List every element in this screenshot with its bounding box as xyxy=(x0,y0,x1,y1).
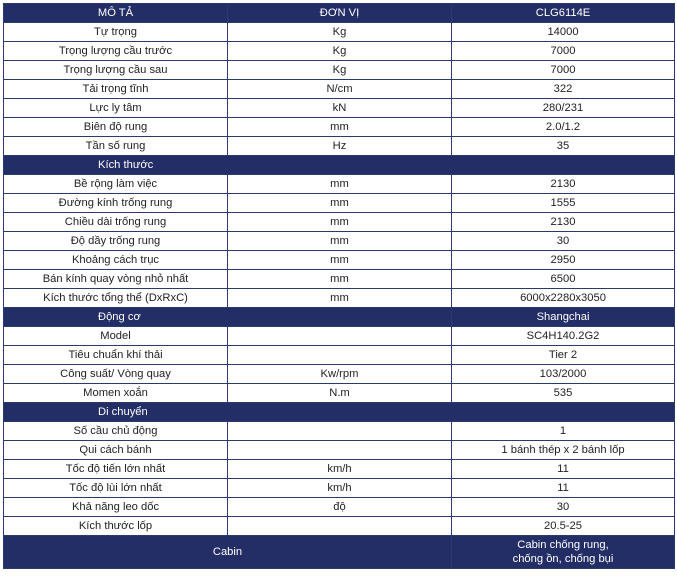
row-value: 1 bánh thép x 2 bánh lốp xyxy=(452,441,675,460)
table-row xyxy=(4,441,675,460)
row-unit: kN xyxy=(228,99,452,118)
row-value: 2950 xyxy=(452,251,675,270)
row-unit: Kg xyxy=(228,61,452,80)
row-unit: Hz xyxy=(228,137,452,156)
row-value: 20.5-25 xyxy=(452,517,675,536)
row-value: SC4H140.2G2 xyxy=(452,327,675,346)
row-unit: mm xyxy=(228,194,452,213)
row-unit: km/h xyxy=(228,460,452,479)
row-unit: mm xyxy=(228,232,452,251)
row-value: 6000x2280x3050 xyxy=(452,289,675,308)
table-row xyxy=(4,99,675,118)
row-label: Biên độ rung xyxy=(4,118,228,137)
table-row xyxy=(4,422,675,441)
row-unit xyxy=(228,327,452,346)
row-label: Chiều dài trống rung xyxy=(4,213,228,232)
row-unit xyxy=(228,422,452,441)
row-unit: mm xyxy=(228,289,452,308)
row-value: 30 xyxy=(452,498,675,517)
row-label: Tải trọng tĩnh xyxy=(4,80,228,99)
row-value: 14000 xyxy=(452,23,675,42)
table-row xyxy=(4,365,675,384)
row-label: Khả năng leo dốc xyxy=(4,498,228,517)
row-value: 11 xyxy=(452,479,675,498)
row-unit: N/cm xyxy=(228,80,452,99)
table-row xyxy=(4,23,675,42)
row-unit: độ xyxy=(228,498,452,517)
row-label: Bán kính quay vòng nhỏ nhất xyxy=(4,270,228,289)
table-row xyxy=(4,270,675,289)
row-value: 103/2000 xyxy=(452,365,675,384)
row-unit xyxy=(228,441,452,460)
row-unit: mm xyxy=(228,270,452,289)
row-unit: mm xyxy=(228,213,452,232)
row-unit: Kw/rpm xyxy=(228,365,452,384)
row-value: 2130 xyxy=(452,175,675,194)
row-unit: N.m xyxy=(228,384,452,403)
row-label: Model xyxy=(4,327,228,346)
table-row xyxy=(4,118,675,137)
row-label: Độ dầy trống rung xyxy=(4,232,228,251)
row-label: Trọng lượng cầu sau xyxy=(4,61,228,80)
row-unit: Kg xyxy=(228,42,452,61)
row-label: Lực ly tâm xyxy=(4,99,228,118)
section-title: Kích thước xyxy=(4,156,675,175)
cabin-label: Cabin xyxy=(4,536,452,569)
row-label: Kích thước tổng thể (DxRxC) xyxy=(4,289,228,308)
row-unit xyxy=(228,517,452,536)
table-row xyxy=(4,384,675,403)
table-row xyxy=(4,80,675,99)
row-value: 2.0/1.2 xyxy=(452,118,675,137)
row-label: Tự trọng xyxy=(4,23,228,42)
table-row xyxy=(4,327,675,346)
row-label: Qui cách bánh xyxy=(4,441,228,460)
table-row xyxy=(4,194,675,213)
row-label: Khoảng cách trục xyxy=(4,251,228,270)
row-label: Tần số rung xyxy=(4,137,228,156)
cabin-row xyxy=(4,536,675,569)
row-value: 280/231 xyxy=(452,99,675,118)
table-row xyxy=(4,479,675,498)
row-unit xyxy=(228,346,452,365)
row-value: 11 xyxy=(452,460,675,479)
cabin-value xyxy=(452,536,675,569)
row-unit: Kg xyxy=(228,23,452,42)
section-title: Động cơ xyxy=(4,308,452,327)
cabin-value-line1: Cabin chống rung, xyxy=(517,539,609,551)
row-label: Kích thước lốp xyxy=(4,517,228,536)
table-row xyxy=(4,61,675,80)
row-label: Tốc độ lùi lớn nhất xyxy=(4,479,228,498)
row-label: Tốc độ tiến lớn nhất xyxy=(4,460,228,479)
row-label: Bề rộng làm việc xyxy=(4,175,228,194)
header-unit: ĐƠN VỊ xyxy=(228,4,452,23)
row-value: 35 xyxy=(452,137,675,156)
row-unit: mm xyxy=(228,251,452,270)
row-value: 30 xyxy=(452,232,675,251)
header-description: MÔ TẢ xyxy=(4,4,228,23)
section-row-di-chuyen xyxy=(4,403,675,422)
table-row xyxy=(4,346,675,365)
row-value: 7000 xyxy=(452,42,675,61)
section-row-kich-thuoc xyxy=(4,156,675,175)
row-value: 1555 xyxy=(452,194,675,213)
section-row-dong-co xyxy=(4,308,675,327)
section-title: Di chuyển xyxy=(4,403,675,422)
row-value: 2130 xyxy=(452,213,675,232)
row-value: Tier 2 xyxy=(452,346,675,365)
row-unit: mm xyxy=(228,175,452,194)
table-row xyxy=(4,42,675,61)
engine-brand-value: Shangchai xyxy=(452,308,675,327)
row-label: Công suất/ Vòng quay xyxy=(4,365,228,384)
row-value: 322 xyxy=(452,80,675,99)
table-row xyxy=(4,289,675,308)
row-value: 535 xyxy=(452,384,675,403)
table-row xyxy=(4,175,675,194)
row-label: Momen xoắn xyxy=(4,384,228,403)
table-row xyxy=(4,232,675,251)
row-label: Trọng lượng cầu trước xyxy=(4,42,228,61)
table-row xyxy=(4,213,675,232)
header-model: CLG6114E xyxy=(452,4,675,23)
row-label: Số cầu chủ động xyxy=(4,422,228,441)
row-unit: mm xyxy=(228,118,452,137)
spec-table xyxy=(3,3,675,569)
row-label: Đường kính trống rung xyxy=(4,194,228,213)
row-unit: km/h xyxy=(228,479,452,498)
table-row xyxy=(4,251,675,270)
table-row xyxy=(4,517,675,536)
row-value: 6500 xyxy=(452,270,675,289)
table-row xyxy=(4,460,675,479)
table-row xyxy=(4,498,675,517)
table-row xyxy=(4,137,675,156)
table-header-row xyxy=(4,4,675,23)
cabin-value-line2: chống ồn, chống bụi xyxy=(512,553,614,565)
row-label: Tiêu chuẩn khí thải xyxy=(4,346,228,365)
row-value: 7000 xyxy=(452,61,675,80)
row-value: 1 xyxy=(452,422,675,441)
